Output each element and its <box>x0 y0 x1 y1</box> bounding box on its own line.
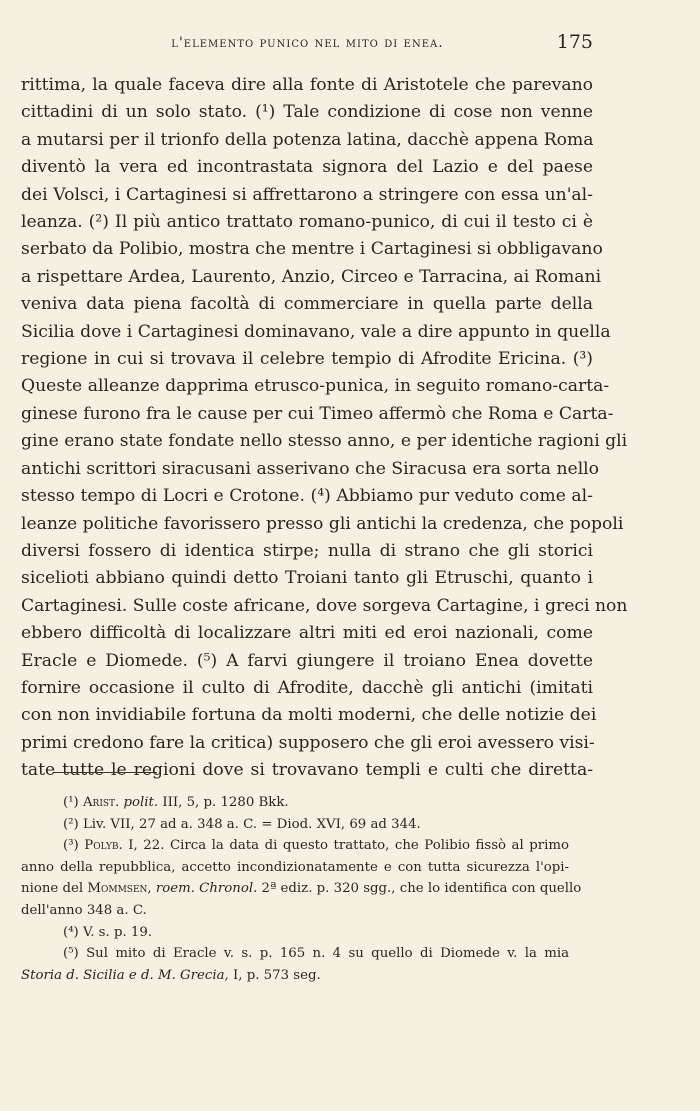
footnote-mark: (³) <box>63 838 79 854</box>
footnote-text: V. s. p. 19. <box>82 924 153 940</box>
footnote-3-line-3 <box>21 878 582 900</box>
footnote-work: roem. Chronol. <box>155 881 258 897</box>
footnote-author: Mommsen, <box>87 881 152 897</box>
text-line: dei Volsci, i Cartaginesi si affrettarono a stringere con essa un'al- <box>21 184 593 205</box>
footnote-text: Liv. VII, 27 ad a. 348 a. C. = Diod. XVI, 69 ad 344. <box>82 816 421 832</box>
text-line: primi credono fare la critica) supposero che gli eroi avessero visi- <box>21 732 595 753</box>
footnote-text: I, 22. Circa la data di questo trattato, che Polibio fissò al primo <box>128 838 569 854</box>
text-line: regione in cui si trovava il celebre tempio di Afrodite Ericina. (³) <box>21 349 593 370</box>
text-line: diversi fossero di identica stirpe; nulla di strano che gli storici <box>21 540 593 561</box>
footnote-rule <box>53 772 157 773</box>
footnote-3-line-2: anno della repubblica, accetto incondizionatamente e con tutta sicurezza l'opi- <box>21 859 569 875</box>
text-line: sicelioti abbiano quindi detto Troiani tanto gli Etruschi, quanto i <box>21 568 593 589</box>
footnote-4 <box>21 922 569 944</box>
footnote-author: Polyb. <box>84 838 123 854</box>
text-line: cittadini di un solo stato. (¹) Tale condizione di cose non venne <box>21 102 593 123</box>
footnote-text: I, p. 573 seg. <box>232 967 321 983</box>
text-line: stesso tempo di Locri e Crotone. (⁴) Abbiamo pur veduto come al- <box>21 486 593 507</box>
footnote-text: Sul mito di Eracle v. s. p. 165 n. 4 su quello di Diomede v. la mia <box>86 946 569 962</box>
footnote-mark: (⁵) <box>63 946 79 962</box>
footnote-3-line-4: dell'anno 348 a. C. <box>21 902 147 918</box>
text-line: leanze politiche favorissero presso gli antichi la credenza, che popoli <box>21 513 624 534</box>
text-line: con non invidiabile fortuna da molti moderni, che delle notizie dei <box>21 705 597 726</box>
footnote-mark: (⁴) <box>63 924 79 940</box>
text-line: Queste alleanze dapprima etrusco-punica, in seguito romano-carta- <box>21 376 610 397</box>
footnote-text: III, 5, p. 1280 Bkk. <box>162 795 289 810</box>
footnote-mark: (¹) <box>63 795 79 810</box>
text-line: tate tutte le regioni dove si trovavano templi e culti che diretta- <box>21 760 593 781</box>
text-line: leanza. (²) Il più antico trattato romano-punico, di cui il testo ci è <box>21 212 593 233</box>
footnotes <box>21 792 582 986</box>
text-line: a rispettare Ardea, Laurento, Anzio, Circeo e Tarracina, ai Romani <box>21 266 602 287</box>
text-line: veniva data piena facoltà di commerciare in quella parte della <box>21 294 593 315</box>
footnote-5 <box>21 943 569 965</box>
text-line: gine erano state fondate nello stesso anno, e per identiche ragioni gli <box>21 431 628 452</box>
footnote-5-line-2 <box>21 965 569 987</box>
text-line: Eracle e Diomede. (⁵) A farvi giungere il troiano Enea dovette <box>21 650 593 671</box>
body-text <box>21 72 628 785</box>
footnote-3 <box>21 835 569 857</box>
text-line: a mutarsi per il trionfo della potenza latina, dacchè appena Roma <box>21 129 594 150</box>
text-line: Cartaginesi. Sulle coste africane, dove sorgeva Cartagine, i greci non <box>21 595 628 616</box>
text-line: diventò la vera ed incontrastata signora del Lazio e del paese <box>21 157 593 178</box>
footnote-work: Storia d. Sicilia e d. M. Grecia, <box>21 967 229 983</box>
text-line: ebbero difficoltà di localizzare altri miti ed eroi nazionali, come <box>21 623 593 644</box>
footnote-work: polit. <box>123 795 159 810</box>
text-line: antichi scrittori siracusani asserivano che Siracusa era sorta nello <box>21 458 600 479</box>
text-line: serbato da Polibio, mostra che mentre i Cartaginesi si obbligavano <box>21 239 603 260</box>
text-line: fornire occasione il culto di Afrodite, dacchè gli antichi (imitati <box>21 677 593 698</box>
running-title: l'elemento punico nel mito di enea. <box>171 35 444 51</box>
text-line: Sicilia dove i Cartaginesi dominavano, vale a dire appunto in quella <box>21 321 611 342</box>
footnote-mark: (²) <box>63 816 79 832</box>
text-line: rittima, la quale faceva dire alla fonte di Aristotele che parevano <box>21 75 593 95</box>
footnote-2 <box>21 814 569 836</box>
page-number: 175 <box>556 31 593 53</box>
footnote-text: 2ª ediz. p. 320 sgg., che lo identifica con quello <box>261 881 582 897</box>
footnote-1 <box>21 792 569 814</box>
text-line: ginese furono fra le cause per cui Timeo affermò che Roma e Carta- <box>21 403 614 424</box>
footnote-author: Arist. <box>82 795 120 810</box>
footnote-text: nione del <box>21 881 84 897</box>
